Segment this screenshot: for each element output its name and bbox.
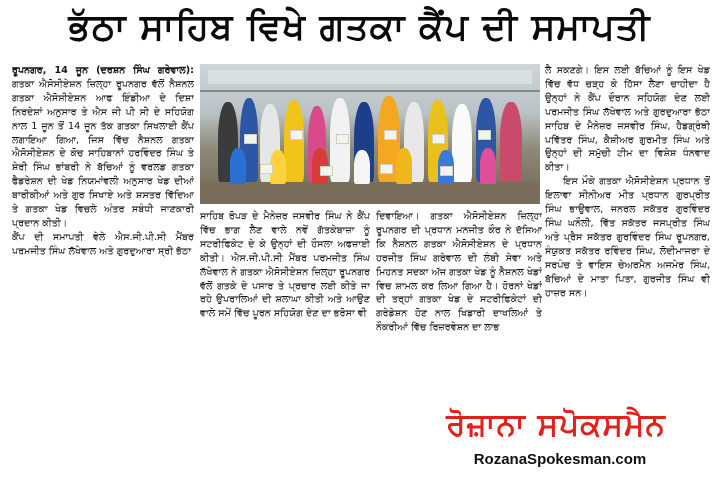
- article-text: ਦਿਵਾਇਆ। ਗਤਕਾ ਐਸੋਸੀਏਸ਼ਨ ਜ਼ਿਲ੍ਹਾ ਰੂਪਨਗਰ ਦੀ ਪ੍ਰਧਾਨ ਮਨਜੀਤ ਕੌਰ ਨੇ ਦੱਸਿਆ ਕਿ ਨੈਸ਼ਨਲ ਗਤਕਾ ਐਸੋਸੀਏਸ਼ਨ ਦੇ ਪ੍ਰਧਾਨ ਹਰਜੀਤ ਸਿੰਘ ਗਰੇਵਾਲ ਦੀ ਲੰਬੀ ਸੇਵਾ ਅਤੇ ਮਿਹਨਤ ਸਦਕਾ ਅੱਜ ਗਤਕਾ ਖੇਡ ਨੂੰ ਨੈਸ਼ਨਲ ਖੇਡਾਂ ਵਿਚ ਸ਼ਾਮਲ ਕਰ ਲਿਆ ਗਿਆ ਹੈ। ਹੋਰਨਾਂ ਖੇਡਾਂ ਦੀ ਤਰ੍ਹਾਂ ਗਤਕਾ ਖੇਡ ਦੇ ਸਟਰੀਫਿਕੇਟਾਂ ਦੀ ਗਰੇਡੇਸ਼ਨ ਹੋਣ ਨਾਲ ਖਿਡਾਰੀ ਦਾਖਲਿਆਂ ਤੇ ਨੌਕਰੀਆਂ ਵਿੱਚ ਰਿਜ਼ਰਵੇਸ਼ਨ ਦਾ ਲਾਭ: [376, 211, 542, 334]
- article-column-right: [545, 64, 710, 376]
- photo-certificate: [336, 134, 349, 144]
- photo-certificate: [432, 134, 445, 144]
- photo-child: [354, 150, 370, 184]
- photo-certificate: [478, 130, 491, 140]
- article-text: ਸਾਹਿਬ ਰੋਪੜ ਦੇ ਮੈਨੇਜ਼ਰ ਜਸਵੀਰ ਸਿੰਘ ਨੇ ਕੈਂਪ ਵਿੱਚ ਭਾਗ ਲੈਣ ਵਾਲੇ ਨਵੇਂ ਗੱਤਕੇਬਾਜ਼ਾ ਨੂੰ ਸਟਰੀਫਿਕੇਟ ਦੇ ਕੇ ਉਨ੍ਹਾਂ ਦੀ ਹੌਸਲਾ ਅਫਜ਼ਾਈ ਕੀਤੀ। ਐਸ.ਜੀ.ਪੀ.ਸੀ ਮੈਂਬਰ ਪਰਮਜੀਤ ਸਿੰਘ ਲੱਖੇਵਾਲ ਨੇ ਗਤਕਾ ਐਸੋਸੀਏਸ਼ਨ ਜ਼ਿਲ੍ਹਾ ਰੂਪਨਗਰ ਵੱਲੋਂ ਗਤਕੇ ਦੇ ਪਸਾਰ ਤੇ ਪ੍ਰਚਾਰ ਲਈ ਕੀਤੇ ਜਾ ਰਹੇ ਉਪਰਾਲਿਆਂ ਦੀ ਸ਼ਲਾਘਾ ਕੀਤੀ ਅਤੇ ਆਉਣ ਵਾਲੇ ਸਮੇਂ ਵਿੱਚ ਪੂਰਨ ਸਹਿਯੋਗ ਦੇਣ ਦਾ ਭਰੋਸਾ ਵੀ: [200, 211, 370, 320]
- photo-floor: [200, 182, 540, 204]
- byline: ਰੂਪਨਗਰ, 14 ਜੂਨ (ਦਰਸ਼ਨ ਸਿੰਘ ਗਰੇਵਾਲ):: [12, 65, 194, 76]
- article-paragraph-2: ਕੈਂਪ ਦੀ ਸਮਾਪਤੀ ਵੇਲੇ ਐਸ.ਜੀ.ਪੀ.ਸੀ ਮੈਂਬਰ ਪਰਮਜੀਤ ਸਿੰਘ ਲੱਖੇਵਾਲ ਅਤੇ ਗੁਰਦੁਆਰਾ ਸ੍ਰੀ ਭੱਠਾ: [12, 231, 194, 257]
- article-text: ਗਤਕਾ ਐਸੋਸੀਏਸ਼ਨ ਜ਼ਿਲ੍ਹਾ ਰੂਪਨਗਰ ਵੱਲੋਂ ਨੈਸ਼ਨਲ ਗਤਕਾ ਐਸੋਸੀਏਸ਼ਨ ਆਫ ਇੰਡੀਆ ਦੇ ਦਿਸ਼ਾ ਨਿਰਦੇਸ਼ਾਂ ਅਨੁਸਾਰ ਤੇ ਐਸ ਜੀ ਪੀ ਸੀ ਦੇ ਸਹਿਯੋਗ ਨਾਲ 1 ਜੂਨ ਤੋਂ 14 ਜੂਨ ਤੱਕ ਗਤਕਾ ਸਿਖਲਾਈ ਕੈਂਪ ਲਗਾਇਆ ਗਿਆ, ਜਿਸ ਵਿੱਚ ਨੈਸ਼ਨਲ ਗਤਕਾ ਐਸੋਸੀਏਸ਼ਨ ਦੇ ਕੋਚ ਸਾਹਿਬਾਨਾਂ ਹਰਵਿੰਦਰ ਸਿੰਘ ਤੇ ਸ਼ੇਰੀ ਸਿੰਘ ਭਾਂਬਰੀ ਨੇ ਬੱਚਿਆਂ ਨੂੰ ਵਰਲਡ ਗਤਕਾ ਫੈਡਰੇਸ਼ਨ ਦੀ ਖੇਡ ਨਿਯਮਾਂਵਲੀ ਅਨੁਸਾਰ ਖੇਡ ਦੀਆਂ ਬਾਰੀਕੀਆਂ ਅਤੇ ਗੁਰ ਸਿਖਾਏ ਅਤੇ ਸ਼ਸਤਰ ਵਿੱਦਿਆ ਤੇ ਗਤਕਾ ਖੇਡ ਵਿਚਲੇ ਅੰਤਰ ਸਬੰਧੀ ਜਾਣਕਾਰੀ ਪ੍ਰਦਾਨ ਕੀਤੀ।: [12, 78, 194, 229]
- photo-child: [480, 148, 496, 184]
- photo-wire: [200, 90, 540, 92]
- photo-certificate: [384, 130, 397, 140]
- article-column-mid-b: [376, 210, 542, 376]
- photo-certificate: [440, 166, 453, 176]
- photo-certificate: [290, 130, 303, 140]
- photo-certificate: [244, 134, 257, 144]
- photo-person: [284, 100, 304, 182]
- headline: ਭੱਠਾ ਸਾਹਿਬ ਵਿਖੇ ਗਤਕਾ ਕੈਂਪ ਦੀ ਸਮਾਪਤੀ: [68, 7, 651, 48]
- photo-certificate: [380, 164, 393, 174]
- photo-person: [500, 102, 522, 182]
- newspaper-logo: [400, 405, 712, 477]
- logo-wordmark: ਰੋਜ਼ਾਨਾ ਸਪੋਕਸਮੈਨ: [446, 407, 666, 443]
- article-paragraph-1: [12, 64, 194, 231]
- article-text: ਇਸ ਮੌਕੇ ਗਤਕਾ ਐਸੋਸੀਏਸ਼ਨ ਪ੍ਰਧਾਨ ਤੋਂ ਇਲਾਵਾ ਸੀਨੀਅਰ ਮੀਤ ਪ੍ਰਧਾਨ ਗੁਰਪ੍ਰੀਤ ਸਿੰਘ ਭਾਉਵਾਲ, ਜਨਰਲ ਸਕੱਤਰ ਗੁਰਵਿੰਦਰ ਸਿੰਘ ਘਨੌਲੀ, ਵਿੱਤ ਸਕੱਤਰ ਜਸਪ੍ਰੀਤ ਸਿੰਘ ਅਤੇ ਪ੍ਰੈਸ ਸਕੱਤਰ ਗੁਰਵਿੰਦਰ ਸਿੰਘ ਰੂਪਨਗਰ, ਸੰਯੁਕਤ ਸਕੱਤਰ ਰਵਿੰਦਰ ਸਿੰਘ, ਲੋਦੀਮਾਜਰਾ ਦੇ ਸਰਪੰਚ ਤੇ ਵਾਇਸ ਚੇਅਰਮੈਨ ਅਜਮੇਰ ਸਿੰਘ, ਬੱਚਿਆਂ ਦੇ ਮਾਤਾ ਪਿਤਾ, ਗੁਰਜੀਤ ਸਿੰਘ ਵੀ ਹਾਜ਼ਰ ਸਨ।: [545, 176, 710, 299]
- photo-banner: [208, 70, 532, 84]
- photo-person: [452, 104, 472, 182]
- article-column-mid-a: [200, 210, 370, 376]
- news-photo: [200, 64, 540, 204]
- photo-certificate: [260, 164, 273, 174]
- photo-child: [396, 148, 412, 184]
- article-text: ਲੈ ਸਕਣਗੇ। ਇਸ ਲਈ ਬੱਚਿਆਂ ਨੂੰ ਇਸ ਖੇਡ ਵਿੱਚ ਵੱਧ ਚੜ੍ਹ ਕੇ ਹਿੱਸਾ ਲੈਣਾ ਚਾਹੀਦਾ ਹੈ ਉਨ੍ਹਾਂ ਨੇ ਕੈਂਪ ਦੌਰਾਨ ਸਹਿਯੋਗ ਦੇਣ ਲਈ ਪਰਮਜੀਤ ਸਿੰਘ ਲੱਖੇਵਾਲ ਅਤੇ ਗੁਰਦੁਆਰਾ ਭੱਠਾ ਸਾਹਿਬ ਦੇ ਮੈਨੇਜ਼ਰ ਜਸਵੀਰ ਸਿੰਘ, ਹੈਡਗ੍ਰੰਥੀ ਪਵਿੱਤਰ ਸਿੰਘ, ਕੈਸ਼ੀਅਰ ਗੁਰਮੀਤ ਸਿੰਘ ਅਤੇ ਉਨ੍ਹਾਂ ਦੀ ਸਮੁੱਚੀ ਟੀਮ ਦਾ ਵਿਸ਼ੇਸ਼ ਧੰਨਵਾਦ ਕੀਤਾ।: [545, 65, 710, 174]
- logo-url: RozanaSpokesman.com: [473, 451, 647, 468]
- photo-child: [230, 148, 246, 184]
- photo-certificate: [320, 166, 333, 176]
- article-column-left: [12, 64, 194, 376]
